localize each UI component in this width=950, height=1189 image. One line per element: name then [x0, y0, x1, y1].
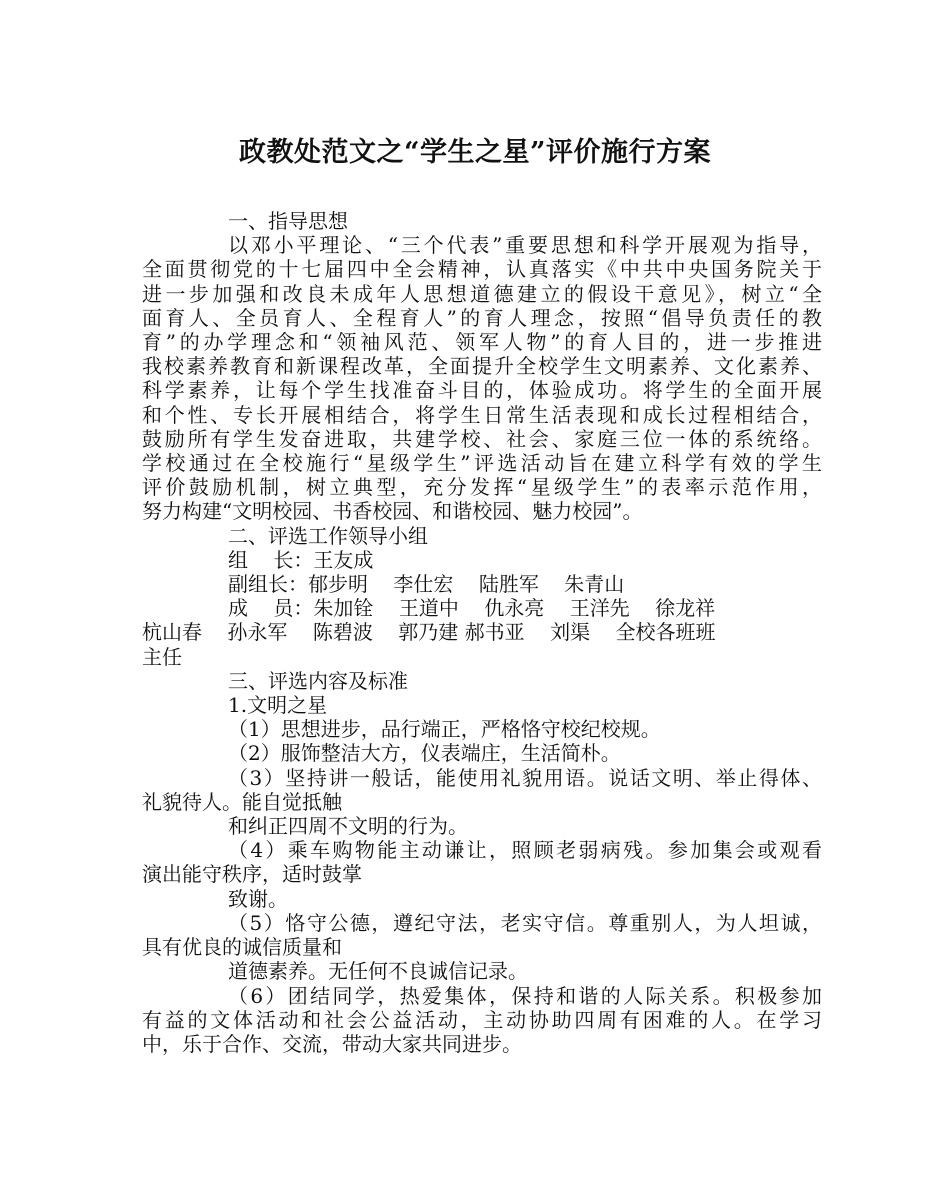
document-line: 进一步加强和改良未成年人思想道德建立的假设干意见》，树立“全 — [142, 281, 822, 306]
document-line: 组 长：王友成 — [228, 547, 374, 572]
document-line: 成 员：朱加铨 王道中 仇永亮 王洋先 徐龙祥 — [228, 596, 716, 621]
document-line: 演出能守秩序，适时鼓掌 — [142, 862, 362, 887]
document-line: 以邓小平理论、“三个代表”重要思想和科学开展观为指导， — [228, 233, 822, 258]
document-line: 三、评选内容及标准 — [228, 668, 408, 693]
document-line: 主任 — [142, 644, 182, 669]
document-line: 面育人、全员育人、全程育人”的育人理念，按照“倡导负责任的教 — [142, 305, 822, 330]
document-line: （2）服饰整洁大方，仪表端庄，生活简朴。 — [228, 741, 621, 766]
document-line: （4）乘车购物能主动谦让，照顾老弱病残。参加集会或观看 — [228, 838, 822, 863]
document-line: 评价鼓励机制，树立典型，充分发挥“星级学生”的表率示范作用， — [142, 475, 822, 500]
document-line: （3）坚持讲一般话，能使用礼貌用语。说话文明、举止得体、 — [228, 765, 822, 790]
document-line: 努力构建“文明校园、书香校园、和谐校园、魅力校园”。 — [142, 499, 643, 524]
document-line: 有益的文体活动和社会公益活动，主动协助四周有困难的人。在学习 — [142, 1007, 822, 1032]
document-line: 致谢。 — [228, 886, 288, 911]
document-line: 杭山春 孙永军 陈碧波 郭乃建 郝书亚 刘渠 全校各班班 — [142, 620, 716, 645]
document-line: 鼓励所有学生发奋进取，共建学校、社会、家庭三位一体的系统络。 — [142, 426, 822, 451]
document-line: 全面贯彻党的十七届四中全会精神，认真落实《中共中央国务院关于 — [142, 257, 822, 282]
document-line: 中，乐于合作、交流，带动大家共同进步。 — [142, 1031, 522, 1056]
document-title: 政教处范文之“学生之星”评价施行方案 — [238, 137, 712, 168]
document-line: 礼貌待人。能自觉抵触 — [142, 789, 342, 814]
document-line: 道德素养。无任何不良诚信记录。 — [228, 959, 528, 984]
document-line: 学校通过在全校施行“星级学生”评选活动旨在建立科学有效的学生 — [142, 451, 822, 476]
document-line: （5）恪守公德，遵纪守法，老实守信。尊重别人，为人坦诚， — [228, 910, 822, 935]
document-body — [142, 209, 822, 1056]
document-line: 一、指导思想 — [228, 209, 348, 233]
document-line: 1.文明之星 — [228, 693, 328, 718]
document-line: 育”的办学理念和“领袖风范、领军人物”的育人目的，进一步推进 — [142, 330, 822, 355]
document-line: 具有优良的诚信质量和 — [142, 935, 342, 960]
document-line: 二、评选工作领导小组 — [228, 523, 428, 548]
document-line: 和纠正四周不文明的行为。 — [228, 814, 468, 839]
document-line: 和个性、专长开展相结合，将学生日常生活表现和成长过程相结合， — [142, 402, 822, 427]
document-line: 副组长：郁步明 李仕宏 陆胜军 朱青山 — [228, 572, 625, 597]
document-line: （1）思想进步，品行端正，严格恪守校纪校规。 — [228, 717, 661, 742]
document-line: 我校素养教育和新课程改革，全面提升全校学生文明素养、文化素养、 — [142, 354, 822, 379]
document-line: 科学素养，让每个学生找准奋斗目的，体验成功。将学生的全面开展 — [142, 378, 822, 403]
document-line: （6）团结同学，热爱集体，保持和谐的人际关系。积极参加 — [228, 983, 822, 1008]
